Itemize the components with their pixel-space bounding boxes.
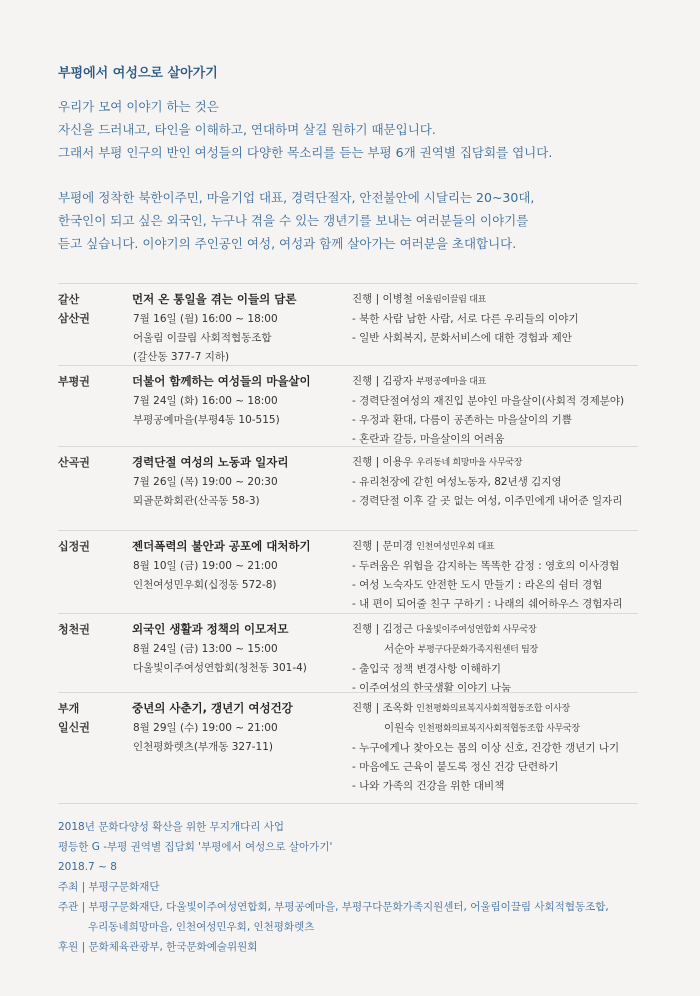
event-row	[58, 613, 638, 692]
event-area	[58, 699, 118, 737]
event-date: 8월 24일 (금) 13:00 ~ 15:00	[133, 643, 278, 655]
intro-paragraph-2	[58, 186, 658, 255]
event-area	[58, 453, 118, 472]
event-topic: - 혼란과 갈등, 마을살이의 어려움	[352, 433, 505, 445]
credits-host: 주최 | 부평구문화재단	[58, 881, 160, 893]
event-date: 7월 24일 (화) 16:00 ~ 18:00	[133, 395, 278, 407]
event-topic: - 경력단절여성의 재진입 분야인 마을살이(사회적 경제분야)	[352, 395, 625, 407]
area-line: 십정권	[58, 540, 90, 553]
event-date: 7월 26일 (목) 19:00 ~ 20:30	[133, 476, 278, 488]
event-host	[352, 372, 642, 392]
event-details	[352, 453, 642, 511]
intro-line: 그래서 부평 인구의 반인 여성들의 다양한 목소리를 듣는 부평 6개 권역별 집담회를 엽니다.	[58, 145, 553, 160]
event-host-2	[352, 719, 642, 739]
event-address: (갈산동 377-7 지하)	[133, 351, 230, 363]
area-line: 산곡권	[58, 456, 90, 469]
event-title: 중년의 사춘기, 갱년기 여성건강	[132, 701, 293, 715]
event-info	[132, 699, 342, 757]
event-row	[58, 446, 638, 530]
event-details	[352, 372, 642, 449]
event-info	[132, 372, 342, 430]
event-title: 젠더폭력의 불안과 공포에 대처하기	[132, 539, 311, 553]
host-org: 인천평화의료복지사회적협동조합 이사장	[416, 704, 570, 714]
area-line: 일신권	[58, 721, 90, 734]
area-line: 부평권	[58, 375, 90, 388]
event-topic: - 경력단절 이후 갈 곳 없는 여성, 이주민에게 내어준 일자리	[352, 495, 623, 507]
event-area	[58, 620, 118, 639]
host-org: 부평공예마을 대표	[416, 377, 486, 387]
event-venue: 인천여성민우회(십정동 572-8)	[133, 579, 277, 591]
credits-organizers-cont: 우리동네희망마을, 인천여성민우회, 인천평화렛츠	[88, 921, 315, 933]
event-topic: - 출입국 정책 변경사항 이해하기	[352, 663, 501, 675]
event-topic: - 마음에도 근육이 붙도록 정신 건강 단련하기	[352, 761, 559, 773]
event-topic: - 두려움은 위험을 감지하는 똑똑한 감정 : 영호의 이사경험	[352, 560, 620, 572]
area-line: 삼산권	[58, 312, 90, 325]
event-topic: - 내 편이 되어줄 친구 구하기 : 나래의 쉐어하우스 경험자리	[352, 598, 623, 610]
event-details	[352, 620, 642, 698]
host-org: 우리동네 희망마을 사무국장	[416, 458, 523, 468]
event-title: 외국인 생활과 정책의 이모저모	[132, 622, 289, 636]
host-name: 진행 | 이용우	[352, 456, 413, 468]
event-area	[58, 290, 118, 328]
event-host	[352, 620, 642, 640]
event-host	[352, 453, 642, 473]
event-info	[132, 453, 342, 511]
event-venue: 다울빛이주여성연합회(청천동 301-4)	[133, 662, 307, 674]
event-area	[58, 537, 118, 556]
event-row	[58, 283, 638, 365]
intro-line: 우리가 모여 이야기 하는 것은	[58, 99, 219, 114]
host-org: 인천여성민우회 대표	[416, 542, 495, 552]
intro-line: 한국인이 되고 싶은 외국인, 누구나 겪을 수 있는 갱년기를 보내는 여러분들의 이야기를	[58, 213, 529, 228]
intro-paragraph-1	[58, 95, 658, 164]
credits-series: 평등한 G -부평 권역별 집담회 '부평에서 여성으로 살아가기'	[58, 841, 333, 853]
event-row	[58, 365, 638, 446]
event-row	[58, 530, 638, 613]
event-venue: 어울림 이끌림 사회적협동조합	[133, 332, 272, 344]
host-name: 진행 | 문미경	[352, 540, 413, 552]
event-topic: - 우정과 환대, 다름이 공존하는 마을살이의 기쁨	[352, 414, 572, 426]
event-title: 더불어 함께하는 여성들의 마을살이	[132, 374, 311, 388]
event-details	[352, 537, 642, 614]
event-schedule	[58, 283, 638, 804]
event-title: 먼저 온 통일을 겪는 이들의 담론	[132, 292, 297, 306]
credits-period: 2018.7 ~ 8	[58, 861, 117, 873]
host-name: 이원숙	[384, 722, 415, 734]
event-details	[352, 699, 642, 796]
host-name: 진행 | 조옥화	[352, 702, 413, 714]
event-topic: - 북한 사람 남한 사람, 서로 다른 우리들의 이야기	[352, 313, 579, 325]
event-date: 8월 29일 (수) 19:00 ~ 21:00	[133, 722, 278, 734]
host-org: 어울림이끌림 대표	[416, 295, 486, 305]
event-info	[132, 290, 342, 367]
event-topic: - 나와 가족의 건강을 위한 대비책	[352, 780, 505, 792]
area-line: 청천권	[58, 623, 90, 636]
credits-sponsors: 후원 | 문화체육관광부, 한국문화예술위원회	[58, 941, 258, 953]
event-venue: 부평공예마을(부평4동 10-515)	[133, 414, 280, 426]
event-date: 7월 16일 (월) 16:00 ~ 18:00	[133, 313, 278, 325]
event-topic: - 누구에게나 찾아오는 몸의 이상 신호, 건강한 갱년기 나기	[352, 742, 620, 754]
host-org: 다울빛이주여성연합회 사무국장	[416, 625, 537, 635]
event-topic: - 이주여성의 한국생활 이야기 나눔	[352, 682, 512, 694]
event-info	[132, 537, 342, 595]
event-topic: - 유리천장에 갇힌 여성노동자, 82년생 김지영	[352, 476, 562, 488]
event-details	[352, 290, 642, 348]
host-name: 진행 | 이병철	[352, 293, 413, 305]
host-org: 부평구다문화가족지원센터 팀장	[417, 645, 538, 655]
host-name: 서순아	[384, 643, 415, 655]
event-title: 경력단절 여성의 노동과 일자리	[132, 455, 289, 469]
intro-line: 자신을 드러내고, 타인을 이해하고, 연대하며 살길 원하기 때문입니다.	[58, 122, 436, 137]
host-name: 진행 | 김정근	[352, 623, 413, 635]
event-host-2	[352, 640, 642, 660]
event-area	[58, 372, 118, 391]
event-host	[352, 699, 642, 719]
event-topic: - 일반 사회복지, 문화서비스에 대한 경험과 제안	[352, 332, 572, 344]
intro-line: 부평에 정착한 북한이주민, 마을기업 대표, 경력단절자, 안전불안에 시달리는 20~30대,	[58, 190, 535, 205]
event-host	[352, 537, 642, 557]
area-line: 갈산	[58, 293, 80, 306]
credits	[58, 817, 658, 957]
event-host	[352, 290, 642, 310]
credits-project: 2018년 문화다양성 확산을 위한 무지개다리 사업	[58, 821, 284, 833]
event-venue: 인천평화렛츠(부개동 327-11)	[133, 741, 274, 753]
event-date: 8월 10일 (금) 19:00 ~ 21:00	[133, 560, 278, 572]
credits-organizers: 주관 | 부평구문화재단, 다울빛이주여성연합회, 부평공예마을, 부평구다문화가족지원센터, 어울림이끌림 사회적협동조합,	[58, 901, 609, 913]
event-topic: - 여성 노숙자도 안전한 도시 만들기 : 라온의 쉼터 경험	[352, 579, 603, 591]
event-venue: 뫼골문화회관(산곡동 58-3)	[133, 495, 260, 507]
host-name: 진행 | 김광자	[352, 375, 413, 387]
event-info	[132, 620, 342, 678]
page-title: 부평에서 여성으로 살아가기	[58, 66, 218, 81]
host-org: 인천평화의료복지사회적협동조합 사무국장	[417, 724, 580, 734]
event-row	[58, 692, 638, 804]
area-line: 부개	[58, 702, 80, 715]
intro-line: 듣고 싶습니다. 이야기의 주인공인 여성, 여성과 함께 살아가는 여러분을 초대합니다.	[58, 236, 517, 251]
